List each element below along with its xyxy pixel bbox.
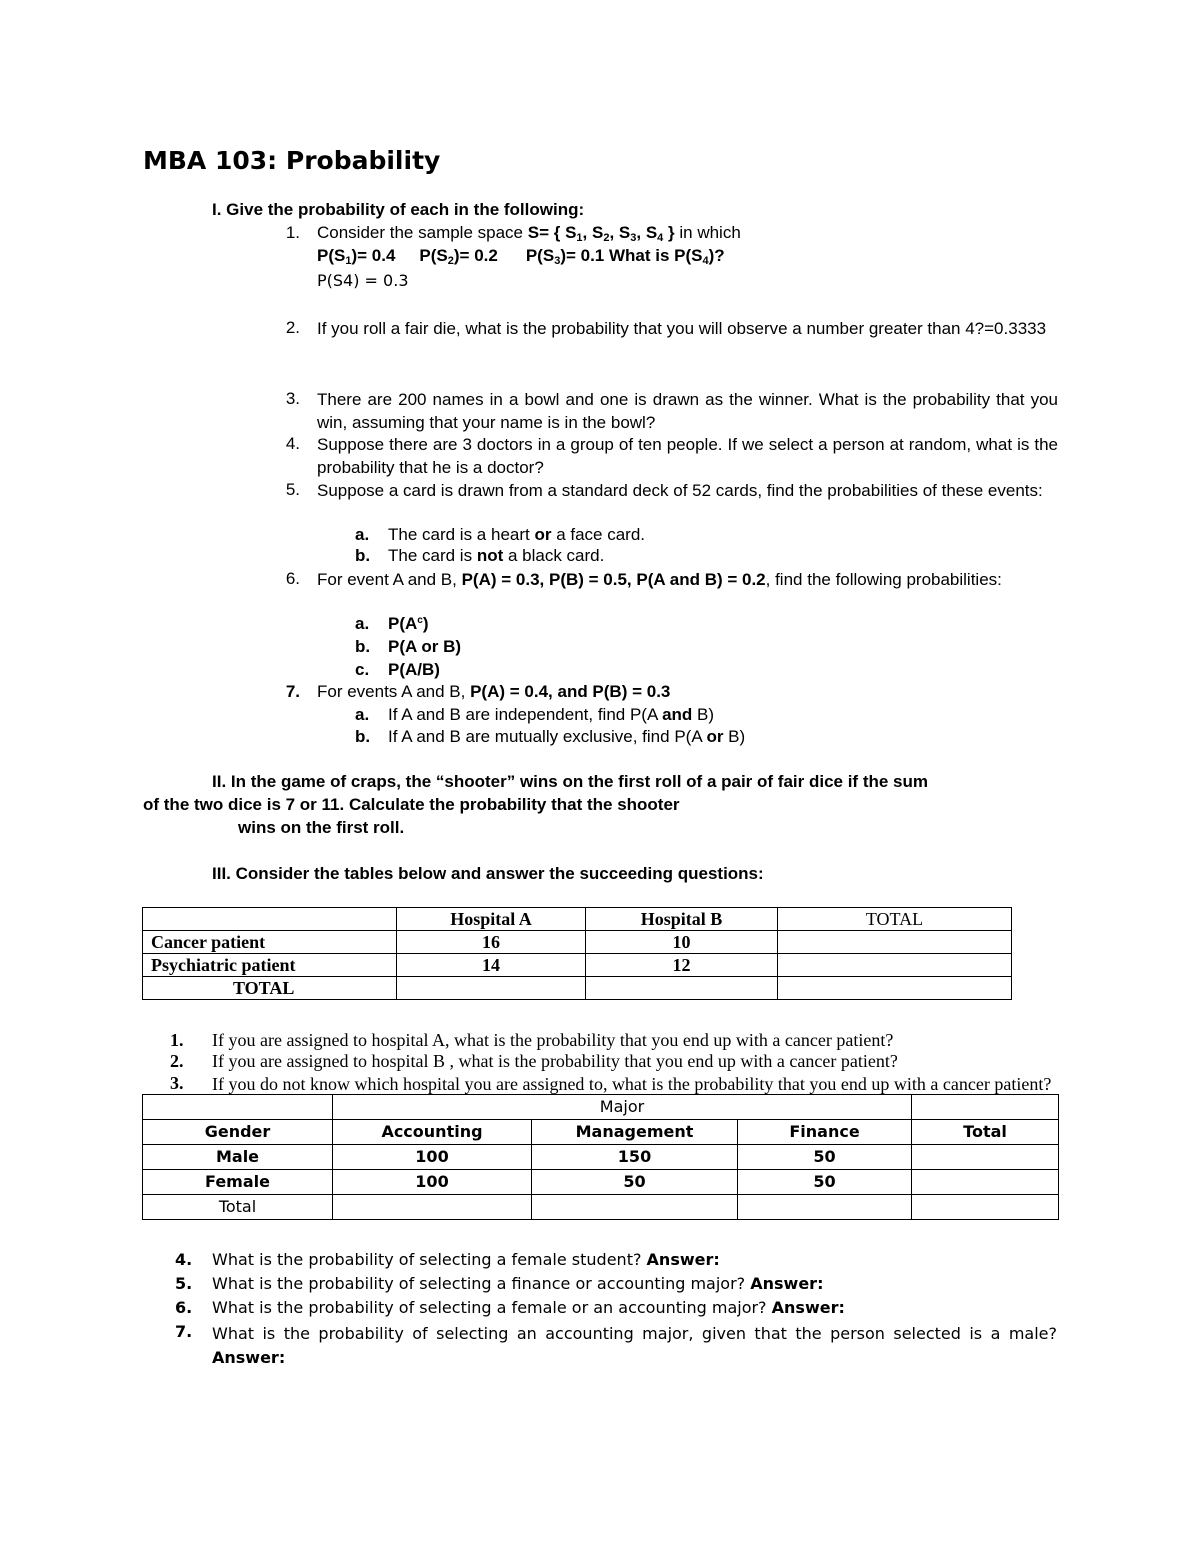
table-cell [912, 1095, 1059, 1120]
table-row [143, 1145, 1059, 1170]
q1-answer: P(S4) = 0.3 [317, 271, 409, 290]
hospital-table [142, 907, 1012, 1000]
table-cell [778, 931, 1012, 954]
t2-q7-number: 7. [175, 1322, 193, 1341]
q1-line2: $P(S_1)= 0.4$ $P(S_2)= 0.2$ $P(S_3)= 0.1$ What is $P(S_4)$? [317, 246, 725, 267]
table-cell: 14 [397, 954, 586, 977]
q3-text: There are 200 names in a bowl and one is drawn as the winner. What is the probability that you win, assuming that your name is in the bowl? [317, 390, 1058, 432]
table-header: TOTAL [778, 908, 1012, 931]
part2-line3: wins on the first roll. [238, 818, 405, 837]
q5a-text: The card is a heart or a face card. [388, 525, 646, 544]
table-cell: Psychiatric patient [143, 954, 397, 977]
table-group-header: Major [333, 1095, 912, 1120]
table-header: Gender [143, 1120, 333, 1145]
q5a-label: a. [355, 525, 370, 544]
t2-q5-text: What is the probability of selecting a finance or accounting major? Answer: [212, 1274, 824, 1293]
q4-number: 4. [285, 434, 300, 453]
table-cell [333, 1195, 532, 1220]
t1-q3-number: 3. [170, 1073, 184, 1093]
table-cell: TOTAL [143, 977, 397, 1000]
q6-text: For event A and B, P(A) = 0.3, P(B) = 0.5, P(A and B) = 0.2, find the following probabilities: [317, 570, 1002, 589]
table-cell: 50 [532, 1170, 738, 1195]
table-cell: 10 [586, 931, 778, 954]
table-cell: 16 [397, 931, 586, 954]
table-header: Finance [738, 1120, 912, 1145]
t1-q1-number: 1. [170, 1030, 184, 1050]
table-cell [778, 977, 1012, 1000]
page-title: MBA 103: Probability [143, 146, 441, 175]
t1-q1-text: If you are assigned to hospital A, what is the probability that you end up with a cancer patient? [212, 1030, 894, 1050]
table-row [143, 1170, 1059, 1195]
table-cell: Male [143, 1145, 333, 1170]
table-cell [397, 977, 586, 1000]
q3-number: 3. [285, 389, 300, 408]
part2-line1: II. In the game of craps, the “shooter” wins on the first roll of a pair of fair dice if the sum [212, 772, 928, 791]
table-header: Hospital B [586, 908, 778, 931]
q2-text: If you roll a fair die, what is the probability that you will observe a number greater than 4?=0.3333 [317, 319, 1047, 338]
table-cell [738, 1195, 912, 1220]
q5-text: Suppose a card is drawn from a standard deck of 52 cards, find the probabilities of these events: [317, 481, 1043, 500]
table-row [143, 954, 1012, 977]
table-cell: Female [143, 1170, 333, 1195]
q1-number: 1. [285, 223, 300, 242]
part2-line2: of the two dice is 7 or 11. Calculate the probability that the shooter [143, 795, 680, 814]
q6b-label: b. [355, 637, 371, 656]
table-cell: 100 [333, 1145, 532, 1170]
major-table [142, 1094, 1059, 1220]
t2-q4-number: 4. [175, 1250, 193, 1269]
table-cell [586, 977, 778, 1000]
table-header: Management [532, 1120, 738, 1145]
t1-q2-text: If you are assigned to hospital B , what is the probability that you end up with a cancer patient? [212, 1051, 898, 1071]
q1-line1: Consider the sample space S= { $S_1$, $S_2$, $S_3$, $S_4$ } in which [317, 223, 741, 244]
q7-number: 7. [285, 682, 300, 701]
table-cell: Total [143, 1195, 333, 1220]
q5b-text: The card is not a black card. [388, 546, 605, 565]
t2-q7-text: What is the probability of selecting an accounting major, given that the person selected is a male? Answer: [212, 1324, 1057, 1367]
table-row [143, 931, 1012, 954]
table-header: Hospital A [397, 908, 586, 931]
table-row [143, 1195, 1059, 1220]
table-row [143, 1095, 1059, 1120]
q6-number: 6. [285, 569, 300, 588]
table-cell: Cancer patient [143, 931, 397, 954]
q7a-text: If A and B are independent, find P(A and B) [388, 705, 715, 724]
t2-q4-text: What is the probability of selecting a female student? Answer: [212, 1250, 720, 1269]
table-cell [143, 1095, 333, 1120]
table-cell: 12 [586, 954, 778, 977]
table-cell [912, 1145, 1059, 1170]
table-cell: 50 [738, 1145, 912, 1170]
part1-heading: I. Give the probability of each in the following: [212, 200, 585, 219]
q6c-label: c. [355, 660, 370, 679]
q6a-text: $P(A^c)$ [388, 614, 429, 633]
q5-number: 5. [285, 480, 300, 499]
q6b-text: P(A or B) [388, 637, 462, 656]
table-row [143, 1120, 1059, 1145]
t2-q5-number: 5. [175, 1274, 193, 1293]
t2-q6-number: 6. [175, 1298, 193, 1317]
table-cell [912, 1195, 1059, 1220]
table-row [143, 977, 1012, 1000]
q6c-text: P(A/B) [388, 660, 440, 679]
t2-q6-text: What is the probability of selecting a female or an accounting major? Answer: [212, 1298, 845, 1317]
table-header: Total [912, 1120, 1059, 1145]
q4-text: Suppose there are 3 doctors in a group of ten people. If we select a person at random, what is the probability that he is a doctor? [317, 435, 1058, 477]
table-cell: 50 [738, 1170, 912, 1195]
part3-heading: III. Consider the tables below and answer the succeeding questions: [212, 864, 764, 883]
table-cell [912, 1170, 1059, 1195]
q7a-label: a. [355, 705, 370, 724]
q6a-label: a. [355, 614, 370, 633]
q7b-label: b. [355, 727, 371, 746]
table-cell: 150 [532, 1145, 738, 1170]
q2-number: 2. [285, 318, 300, 337]
t1-q3-text: If you do not know which hospital you are assigned to, what is the probability that you end up with a cancer patient? [212, 1074, 1052, 1094]
table-row [143, 908, 1012, 931]
q5b-label: b. [355, 546, 371, 565]
table-header: Accounting [333, 1120, 532, 1145]
table-cell [532, 1195, 738, 1220]
table-cell [778, 954, 1012, 977]
table-cell: 100 [333, 1170, 532, 1195]
q7b-text: If A and B are mutually exclusive, find P(A or B) [388, 727, 746, 746]
table-cell [143, 908, 397, 931]
t1-q2-number: 2. [170, 1051, 184, 1071]
q7-text: For events A and B, P(A) = 0.4, and P(B) = 0.3 [317, 682, 671, 701]
